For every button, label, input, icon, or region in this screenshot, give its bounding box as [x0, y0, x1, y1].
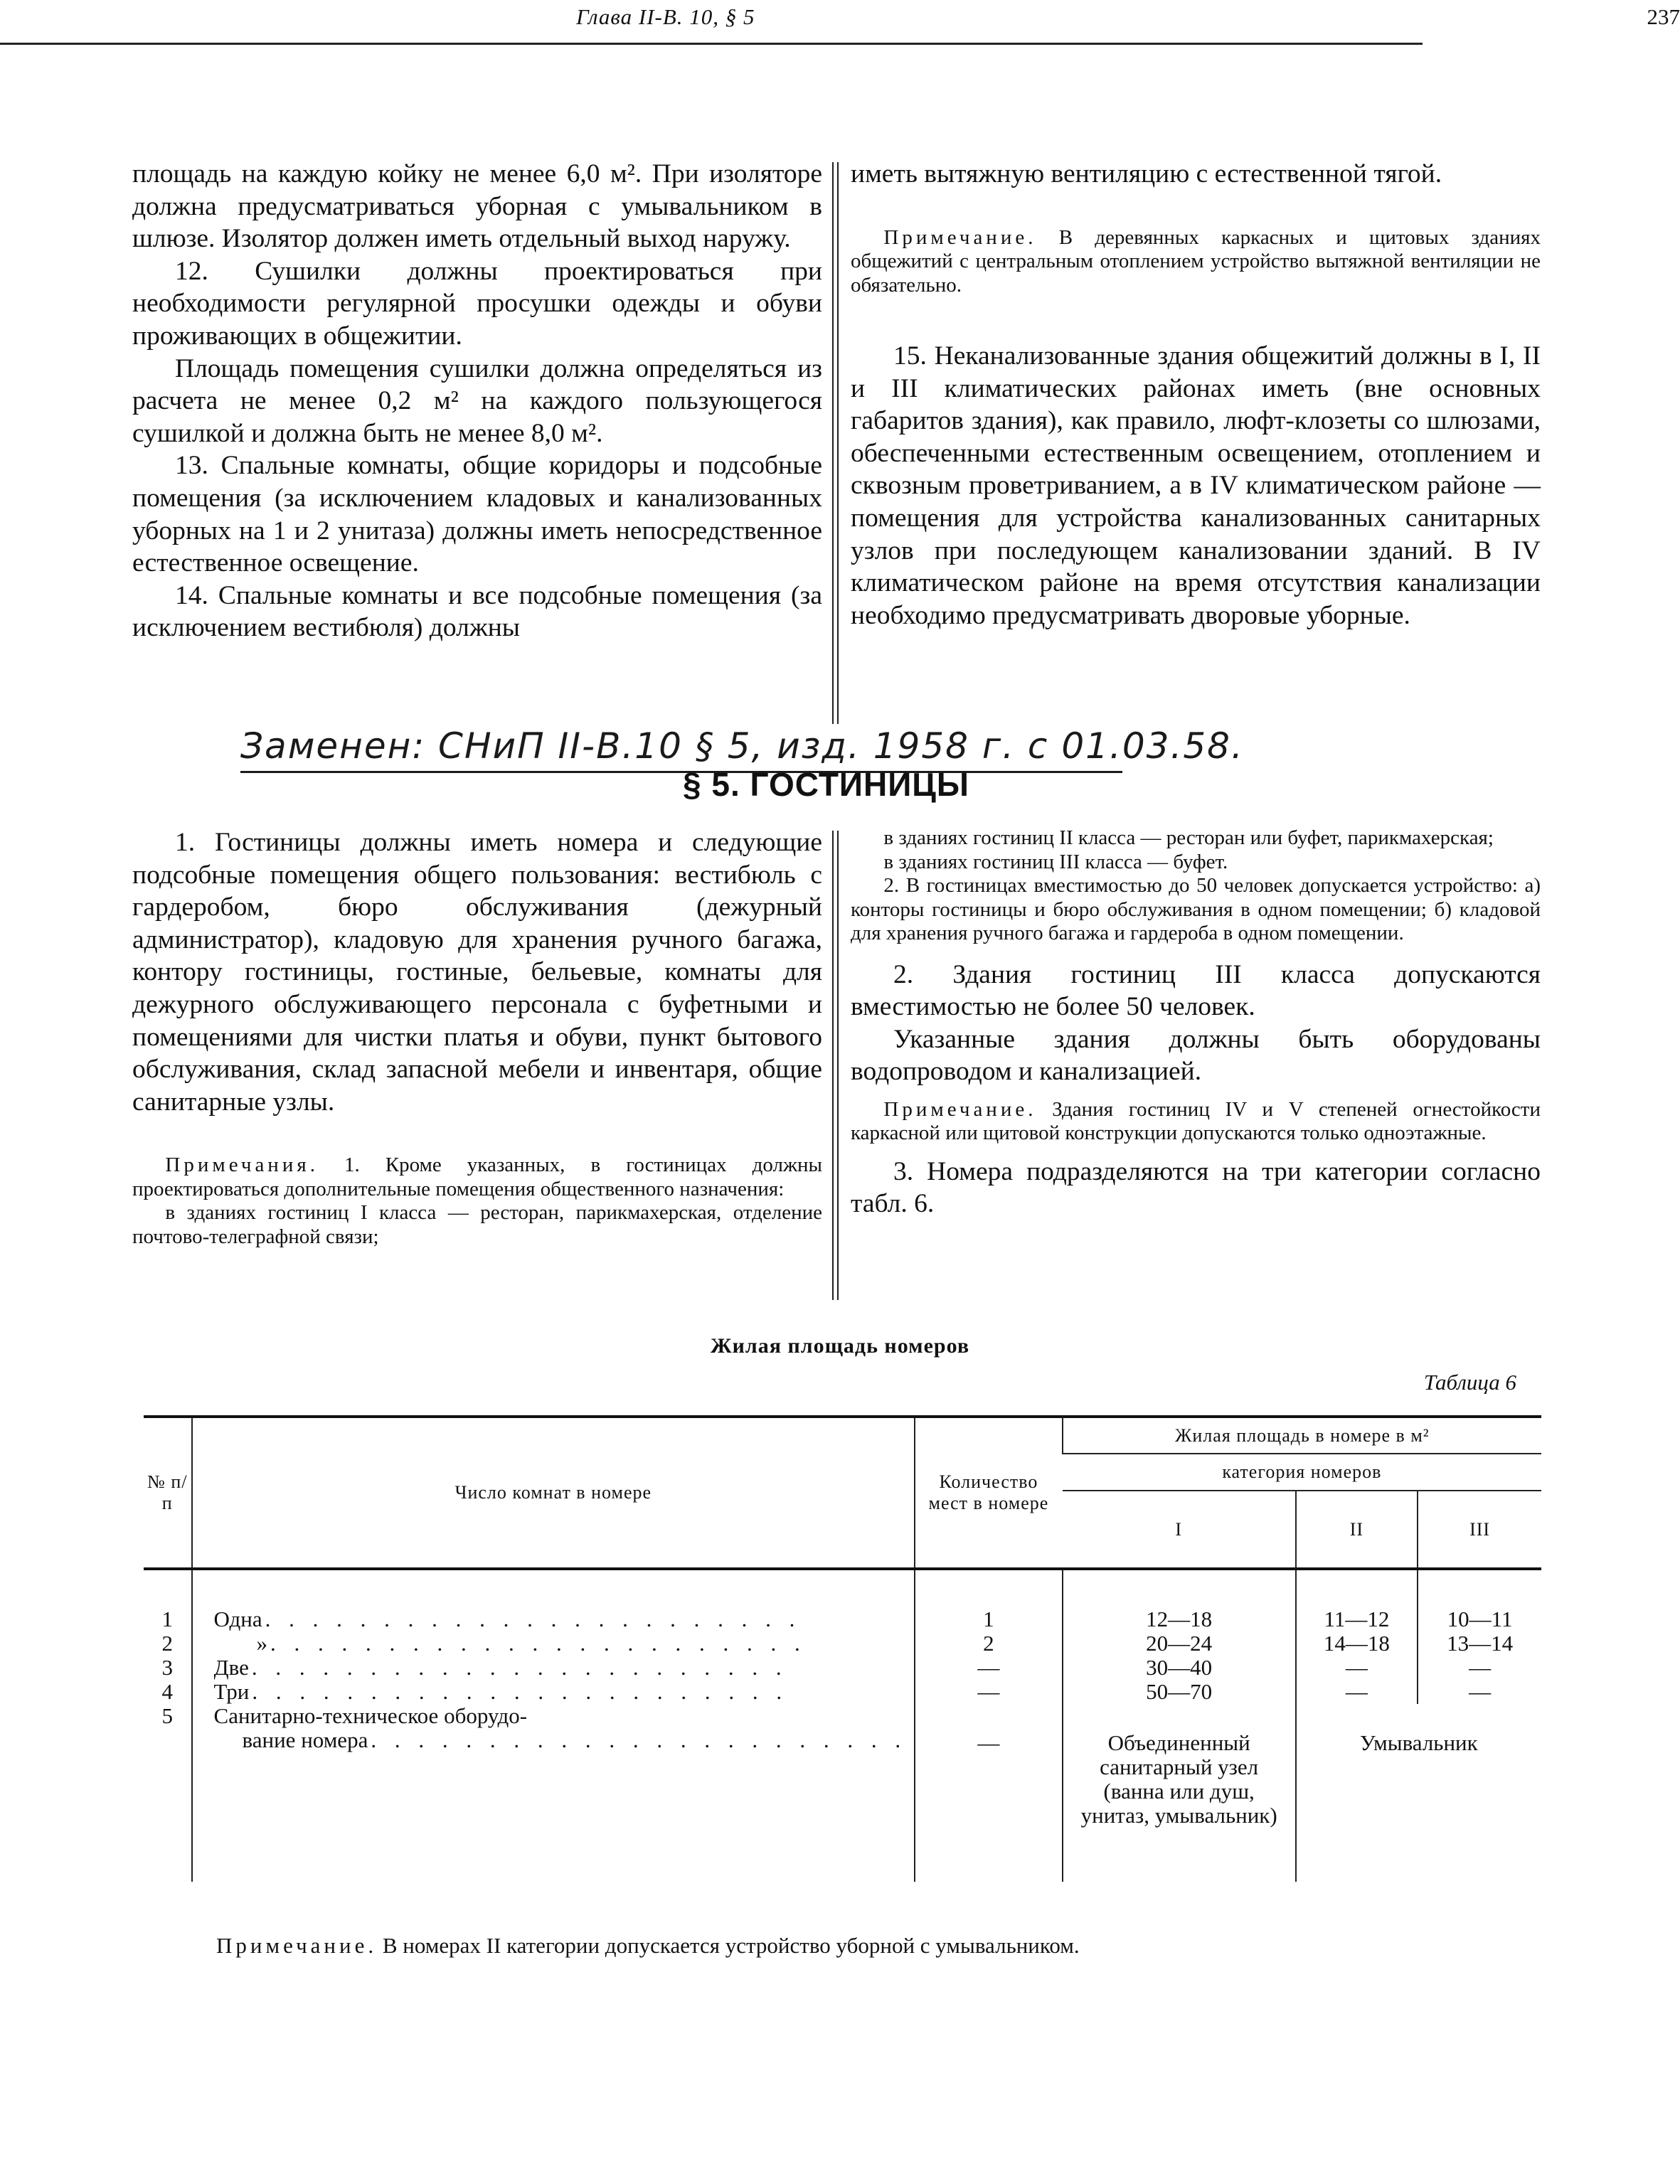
note-text: Здания гостиниц IV и V степеней огнестойкости каркасной или щитовой конструкции допускаются только одноэтажные.	[851, 1097, 1541, 1145]
rooms-label-line2: вание номера	[242, 1728, 368, 1752]
paragraph: Площадь помещения сушилки должна определяться из расчета не менее 0,2 м² на каждого пользующегося сушилкой и должна быть не менее 8,0 м².	[132, 353, 822, 448]
header-rooms: Число комнат в номере	[192, 1417, 915, 1569]
paragraph-item-2: 2. Здания гостиниц III класса допускаются вместимостью не более 50 человек.	[851, 959, 1541, 1022]
cell-cat-1: Объединенный санитарный узел (ванна или душ, унитаз, умывальник)	[1063, 1704, 1296, 1882]
right-column-top	[851, 158, 1541, 632]
leader-dots: . . . . . . . . . . . . . . . . . . . . . . .	[371, 1728, 908, 1752]
table-row	[144, 1656, 1541, 1680]
column-divider	[832, 162, 839, 724]
table-note-text: В номерах II категории допускается устройство уборной с умывальником.	[382, 1933, 1080, 1958]
notes-label: Примечания.	[165, 1154, 319, 1177]
rooms-label-line1: Санитарно-техническое оборудо-	[213, 1703, 528, 1728]
table-6	[144, 1415, 1541, 1882]
notes-text: 1. Кроме указанных, в гостиницах должны проектироваться дополнительные помещения общественного назначения:	[132, 1154, 822, 1200]
cell-cat-2: 14—18	[1296, 1631, 1418, 1656]
cell-cat-3: —	[1418, 1656, 1541, 1680]
cell-places: —	[915, 1656, 1063, 1680]
header-places: Количество мест в номере	[915, 1417, 1063, 1569]
paragraph: Указанные здания должны быть оборудованы водопроводом и канализацией.	[851, 1024, 1541, 1087]
cell-places: 2	[915, 1631, 1063, 1656]
cell-cat-2: —	[1296, 1680, 1418, 1704]
cell-cat-2-3: Умывальник	[1296, 1704, 1541, 1882]
rooms-label: Одна	[213, 1607, 262, 1631]
notes	[132, 1154, 822, 1201]
running-head	[0, 0, 1680, 45]
handwritten-annotation: Заменен: СНиП II-В.10 § 5, изд. 1958 г. с 01.03.58.	[240, 725, 1244, 767]
note-2: 2. В гостиницах вместимостью до 50 человек допускается устройство: а) конторы гостиницы и бюро обслуживания в одном помещении; б) кладовой для хранения ручного багажа и гардероба в одном помещении.	[851, 874, 1541, 944]
cell-rooms	[192, 1656, 915, 1680]
note-text: В деревянных каркасных и щитовых зданиях общежитий с центральным отоплением устройство вытяжной вентиляции не обязательно.	[851, 225, 1541, 297]
header-category: категория номеров	[1063, 1454, 1541, 1491]
table-note	[216, 1933, 1080, 1959]
notes-class-1: в зданиях гостиниц I класса — ресторан, парикмахерская, отделение почтово-телеграфной связи;	[132, 1201, 822, 1248]
left-column-top	[132, 158, 822, 644]
table-row	[144, 1680, 1541, 1704]
right-column-bottom	[851, 826, 1541, 1220]
header-cat-1: I	[1175, 1518, 1182, 1540]
paragraph-item-15: 15. Неканализованные здания общежитий должны в I, II и III климатических районах иметь (вне основных габаритов здания), как правило, люфт-клозеты со шлюзами, обеспеченными естественным освещением, отоплением и сквозным проветриванием, а в IV климатическом районе — помещения для устройства канализованных санитарных узлов при последующем канализовании зданий. В IV климатическом районе на время отсутствия канализации необходимо предусматривать дворовые уборные.	[851, 341, 1541, 630]
paragraph-item-14: 14. Спальные комнаты и все подсобные помещения (за исключением вестибюля) должны	[132, 580, 822, 643]
cell-num: 5	[161, 1703, 173, 1728]
cell-cat-3: —	[1418, 1680, 1541, 1704]
cell-cat-2: 11—12	[1296, 1569, 1418, 1631]
cell-places: 1	[915, 1569, 1063, 1631]
column-divider	[832, 831, 839, 1300]
paragraph-item-12: 12. Сушилки должны проектироваться при необходимости регулярной просушки одежды и обуви проживающих в общежитии.	[132, 256, 822, 351]
rooms-label: Три	[213, 1680, 250, 1704]
cell-cat-1: 12—18	[1063, 1569, 1296, 1631]
rooms-label: »	[256, 1631, 268, 1656]
paragraph-item-13: 13. Спальные комнаты, общие коридоры и подсобные помещения (за исключением кладовых и канализованных уборных на 1 и 2 унитаза) должны иметь непосредственное естественное освещение.	[132, 451, 822, 578]
cell-cat-2: —	[1296, 1656, 1418, 1680]
cell-rooms	[192, 1704, 915, 1882]
note-label: Примечание.	[883, 1097, 1037, 1121]
cell-cat-3: 13—14	[1418, 1631, 1541, 1656]
leader-dots: . . . . . . . . . . . . . . . . . . . . . . .	[252, 1680, 789, 1704]
leader-dots: . . . . . . . . . . . . . . . . . . . . . . .	[251, 1656, 788, 1680]
cell-cat-3: 10—11	[1418, 1569, 1541, 1631]
section-title: § 5. ГОСТИНИЦЫ	[683, 766, 969, 803]
cell-places: —	[915, 1680, 1063, 1704]
rooms-label: Две	[213, 1656, 249, 1680]
cell-num: 3	[161, 1655, 173, 1680]
note	[851, 1098, 1541, 1146]
cell-rooms	[192, 1569, 915, 1631]
page-number: 237	[1647, 4, 1680, 29]
note	[851, 226, 1541, 298]
table-row	[144, 1631, 1541, 1656]
handwritten-underline	[240, 771, 1122, 773]
cell-rooms	[192, 1680, 915, 1704]
header-cat-3: III	[1418, 1491, 1541, 1569]
header-area: Жилая площадь в номере в м²	[1063, 1417, 1541, 1454]
cell-cat-1: 20—24	[1063, 1631, 1296, 1656]
left-column-bottom	[132, 826, 822, 1249]
note-label: Примечание.	[883, 225, 1037, 249]
cell-num: 1	[161, 1607, 173, 1631]
leader-dots: . . . . . . . . . . . . . . . . . . . . . . .	[265, 1607, 802, 1631]
paragraph-item-1: 1. Гостиницы должны иметь номера и следующие подсобные помещения общего пользования: вестибюль с гардеробом, бюро обслуживания (дежурный администратор), кладовую для хранения ручного багажа, контору гостиницы, гостиные, бельевые, комнаты для дежурного обслуживающего персонала с буфетными и помещениями для чистки платья и обуви, пункт бытового обслуживания, склад запасной мебели и инвентаря, общие санитарные узлы.	[132, 828, 822, 1117]
cell-places: —	[915, 1704, 1063, 1882]
paragraph-item-3: 3. Номера подразделяются на три категории согласно табл. 6.	[851, 1156, 1541, 1219]
cell-rooms	[192, 1631, 915, 1656]
notes-class-2: в зданиях гостиниц II класса — ресторан или буфет, парикмахерская;	[883, 826, 1494, 849]
table-note-label: Примечание.	[216, 1933, 378, 1958]
cell-num: 4	[161, 1679, 173, 1704]
table-title: Жилая площадь номеров	[710, 1334, 970, 1358]
table-row	[144, 1569, 1541, 1631]
leader-dots: . . . . . . . . . . . . . . . . . . . . . . .	[270, 1631, 807, 1656]
table-row	[144, 1704, 1541, 1882]
header-cat-2: II	[1296, 1491, 1418, 1569]
header-num: № п/п	[147, 1471, 188, 1513]
paragraph: иметь вытяжную вентиляцию с естественной тягой.	[851, 159, 1442, 188]
table-label: Таблица 6	[1423, 1370, 1516, 1395]
chapter-title: Глава II-В. 10, § 5	[576, 4, 755, 29]
paragraph: площадь на каждую койку не менее 6,0 м². При изоляторе должна предусматриваться уборная с умывальником в шлюзе. Изолятор должен иметь отдельный выход наружу.	[132, 159, 822, 254]
notes-class-3: в зданиях гостиниц III класса — буфет.	[883, 850, 1228, 873]
cell-num: 2	[161, 1631, 173, 1656]
cell-cat-1: 50—70	[1063, 1680, 1296, 1704]
cell-cat-1: 30—40	[1063, 1656, 1296, 1680]
